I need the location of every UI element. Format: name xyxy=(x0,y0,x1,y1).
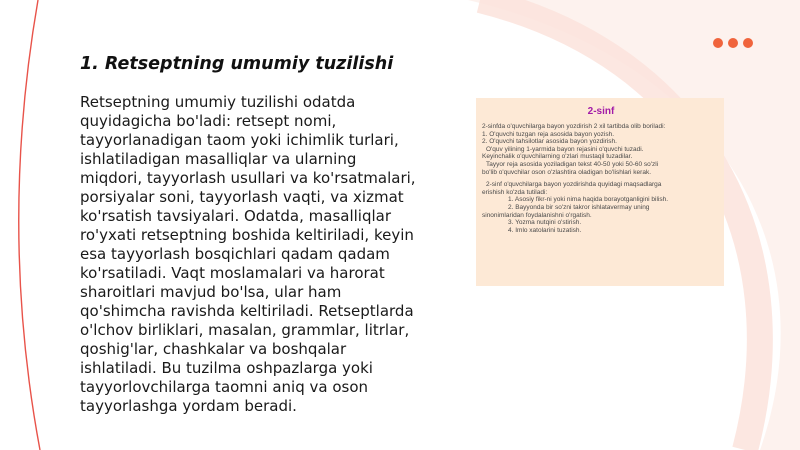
document-line: 2. Bayyonda bir so'zni takror ishlatavermay uning xyxy=(508,203,650,211)
accent-dot-3 xyxy=(743,38,753,48)
document-line: Tayyor reja asosida yoziladigan tekst 40-50 yoki 50-60 so'zli xyxy=(486,160,659,168)
document-line: 4. Imlo xatolarini tuzatish. xyxy=(508,226,582,234)
document-line: 2. O'quvchi tahsilotlar asosida bayon yozdirish. xyxy=(482,138,617,146)
document-line: 2-sinfda o'quvchilarga bayon yozdirish 2 xil tartibda olib boriladi: xyxy=(482,123,666,130)
document-title: 2-sinf xyxy=(587,106,615,117)
document-line: O'quv yilining 1-yarmida bayon rejasini o'quvchi tuzadi. xyxy=(486,145,644,153)
document-line: bo'lib o'quvchilar oson o'zlashtira oladigan bo'lishlari kerak. xyxy=(482,168,652,176)
document-line: 1. O'quvchi tuzgan reja asosida bayon yozish. xyxy=(482,130,615,138)
document-image xyxy=(476,98,724,286)
accent-dots xyxy=(713,38,753,48)
document-line: 2-sinf o'quvchilarga bayon yozdirishda quyidagi maqsadlarga xyxy=(486,181,662,189)
document-line: erishish ko'zda tutiladi: xyxy=(482,188,548,196)
slide-body-text: Retseptning umumiy tuzilishi odatda quyidagicha bo'ladi: retsept nomi, tayyorlanadigan taom yoki ichimlik turlari, ishlatiladigan masalliqlar va ularning miqdori, tayyorlash usullari va ko'rsatmalari, porsiyalar soni, tayyorlash vaqti, va xizmat ko'rsatish tavsiyalari. Odatda, masalliqlar ro'yxati retseptning boshida keltiriladi, keyin esa tayyorlash bosqichlari qadam qadam ko'rsatiladi. Vaqt moslamalari va harorat sharoitlari mavjud bo'lsa, ular ham qo'shimcha ravishda keltiriladi. Retseptlarda o'lchov birliklari, masalan, grammlar, litrlar, qoshig'lar, chashkalar va boshqalar ishlatiladi. Bu tuzilma oshpazlarga yoki tayyorlovchilarga taomni aniq va oson tayyorlashga yordam beradi. xyxy=(80,93,416,415)
decorative-left-edge-line xyxy=(19,0,40,450)
document-line: Keyinchalik o'quvchilarning o'zlari mustaqil tuzadilar. xyxy=(482,153,633,161)
document-line: sinonimlaridan foydalanishni o'rgatish. xyxy=(482,211,592,219)
accent-dot-1 xyxy=(713,38,723,48)
document-line: 1. Asosiy fikr-ni yoki nima haqida borayotganligini bilish. xyxy=(508,196,669,204)
slide-title: 1. Retseptning umumiy tuzilishi xyxy=(80,54,394,74)
document-line: 3. Yozma nutqini o'stirish. xyxy=(508,219,582,227)
accent-dot-2 xyxy=(728,38,738,48)
